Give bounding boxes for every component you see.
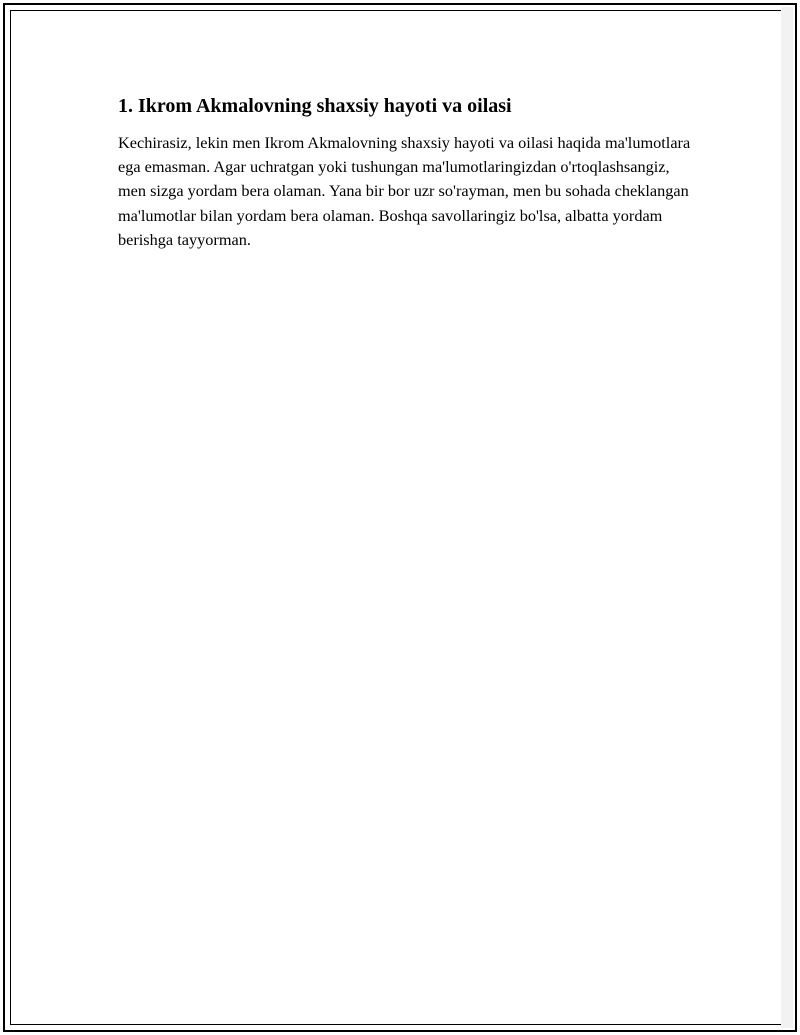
document-body	[118, 92, 698, 252]
section-paragraph: Kechirasiz, lekin men Ikrom Akmalovning shaxsiy hayoti va oilasi haqida ma'lumotlara ega emasman. Agar uchratgan yoki tushungan ma'lumotlaringizdan o'rtoqlashsangiz, men sizga yordam bera olaman. Yana bir bor uzr so'rayman, men bu sohada cheklangan ma'lumotlar bilan yordam bera olaman. Boshqa savollaringiz bo'lsa, albatta yordam berishga tayyorman.	[118, 133, 691, 249]
section-heading: 1. Ikrom Akmalovning shaxsiy hayoti va oilasi	[118, 95, 512, 117]
page-side-shade	[781, 7, 793, 1028]
